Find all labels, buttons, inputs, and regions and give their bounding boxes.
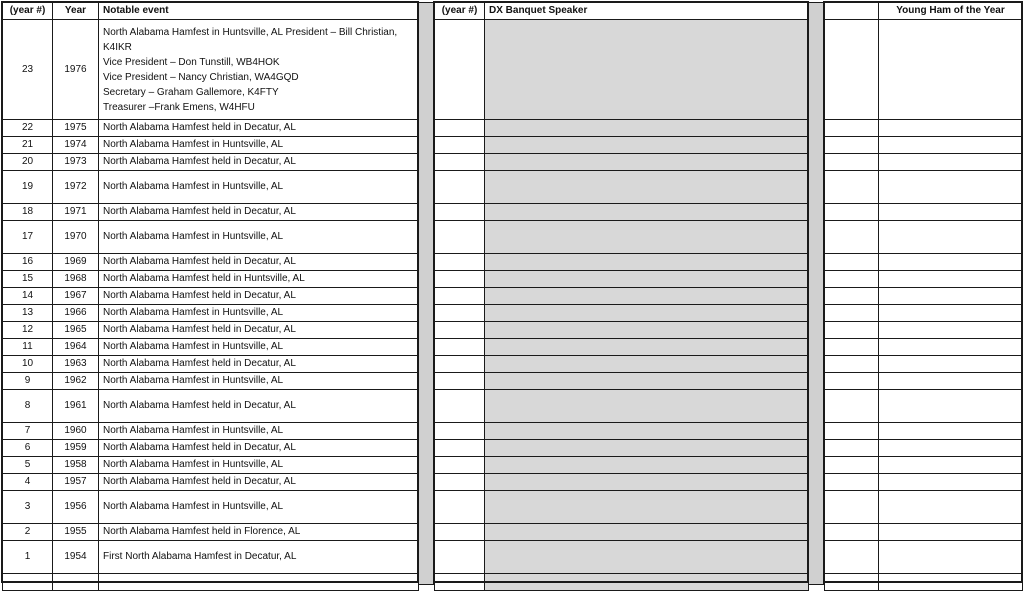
dx-year-number-cell bbox=[435, 137, 485, 154]
event-row bbox=[3, 20, 419, 120]
young-ham-name-cell bbox=[879, 322, 1023, 339]
row-year: 1955 bbox=[53, 524, 99, 541]
header-year-number: (year #) bbox=[3, 3, 53, 20]
young-ham-name-cell bbox=[879, 541, 1023, 574]
dx-year-number-cell bbox=[435, 474, 485, 491]
dx-speaker-cell bbox=[485, 254, 809, 271]
dx-speaker-cell bbox=[485, 20, 809, 120]
row-year: 1975 bbox=[53, 120, 99, 137]
young-ham-blank-cell bbox=[825, 305, 879, 322]
row-year: 1958 bbox=[53, 457, 99, 474]
dx-year-number-cell bbox=[435, 423, 485, 440]
row-year-number: 22 bbox=[3, 120, 53, 137]
young-ham-name-cell bbox=[879, 491, 1023, 524]
young-ham-row bbox=[825, 137, 1023, 154]
dx-row bbox=[435, 574, 809, 591]
row-year: 1972 bbox=[53, 171, 99, 204]
row-year: 1970 bbox=[53, 221, 99, 254]
dx-row bbox=[435, 541, 809, 574]
row-year: 1969 bbox=[53, 254, 99, 271]
row-year-number: 8 bbox=[3, 390, 53, 423]
young-ham-name-cell bbox=[879, 305, 1023, 322]
dx-year-number-cell bbox=[435, 390, 485, 423]
row-notable-event bbox=[99, 254, 419, 271]
row-notable-event bbox=[99, 491, 419, 524]
row-year: 1964 bbox=[53, 339, 99, 356]
row-year: 1973 bbox=[53, 154, 99, 171]
row-year-number: 16 bbox=[3, 254, 53, 271]
notable-event-line: North Alabama Hamfest held in Decatur, AL bbox=[103, 476, 296, 487]
row-year: 1959 bbox=[53, 440, 99, 457]
young-ham-name-cell bbox=[879, 440, 1023, 457]
dx-year-number-cell bbox=[435, 491, 485, 524]
dx-row bbox=[435, 339, 809, 356]
row-year-number: 11 bbox=[3, 339, 53, 356]
notable-event-line: North Alabama Hamfest held in Decatur, AL bbox=[103, 358, 296, 369]
young-ham-blank-cell bbox=[825, 524, 879, 541]
row-notable-event bbox=[99, 171, 419, 204]
young-ham-name-cell bbox=[879, 390, 1023, 423]
dx-row bbox=[435, 171, 809, 204]
event-row bbox=[3, 154, 419, 171]
dx-year-number-cell bbox=[435, 373, 485, 390]
young-ham-blank-cell bbox=[825, 120, 879, 137]
notable-event-line: North Alabama Hamfest held in Decatur, AL bbox=[103, 400, 296, 411]
young-ham-row bbox=[825, 491, 1023, 524]
row-notable-event bbox=[99, 154, 419, 171]
young-ham-blank-cell bbox=[825, 254, 879, 271]
young-ham-name-cell bbox=[879, 204, 1023, 221]
dx-speaker-cell bbox=[485, 440, 809, 457]
young-ham-name-cell bbox=[879, 373, 1023, 390]
dx-speaker-cell bbox=[485, 541, 809, 574]
dx-year-number-cell bbox=[435, 356, 485, 373]
row-year-number: 1 bbox=[3, 541, 53, 574]
notable-event-line: North Alabama Hamfest in Huntsville, AL bbox=[103, 341, 284, 352]
row-notable-event bbox=[99, 221, 419, 254]
dx-row bbox=[435, 322, 809, 339]
young-ham-row bbox=[825, 288, 1023, 305]
row-year: 1957 bbox=[53, 474, 99, 491]
young-ham-name-cell bbox=[879, 271, 1023, 288]
notable-event-line: North Alabama Hamfest in Huntsville, AL bbox=[103, 459, 284, 470]
dx-row bbox=[435, 120, 809, 137]
dx-row bbox=[435, 204, 809, 221]
dx-row bbox=[435, 137, 809, 154]
row-year: 1966 bbox=[53, 305, 99, 322]
young-ham-name-cell bbox=[879, 288, 1023, 305]
dx-speaker-cell bbox=[485, 288, 809, 305]
young-ham-blank-cell bbox=[825, 288, 879, 305]
dx-year-number-cell bbox=[435, 524, 485, 541]
dx-year-number-cell bbox=[435, 120, 485, 137]
young-ham-blank-cell bbox=[825, 356, 879, 373]
row-year: 1956 bbox=[53, 491, 99, 524]
event-row bbox=[3, 288, 419, 305]
young-ham-blank-cell bbox=[825, 574, 879, 591]
dx-year-number-cell bbox=[435, 171, 485, 204]
row-year: 1965 bbox=[53, 322, 99, 339]
notable-event-line: Vice President – Don Tunstill, WB4HOK bbox=[103, 56, 280, 68]
young-ham-row bbox=[825, 305, 1023, 322]
dx-row bbox=[435, 254, 809, 271]
young-ham-blank-cell bbox=[825, 390, 879, 423]
young-ham-row bbox=[825, 574, 1023, 591]
event-row bbox=[3, 440, 419, 457]
young-ham-row bbox=[825, 423, 1023, 440]
young-ham-blank-cell bbox=[825, 154, 879, 171]
young-ham-blank-cell bbox=[825, 440, 879, 457]
row-year-number: 14 bbox=[3, 288, 53, 305]
young-ham-row bbox=[825, 154, 1023, 171]
dx-speaker-cell bbox=[485, 356, 809, 373]
young-ham-name-cell bbox=[879, 20, 1023, 120]
event-row bbox=[3, 356, 419, 373]
row-year-number: 23 bbox=[3, 20, 53, 120]
dx-row bbox=[435, 474, 809, 491]
young-ham-row bbox=[825, 120, 1023, 137]
dx-row bbox=[435, 20, 809, 120]
notable-event-line: North Alabama Hamfest in Huntsville, AL President – Bill Christian, K4IKR bbox=[103, 26, 398, 53]
notable-event-line: North Alabama Hamfest held in Decatur, AL bbox=[103, 290, 296, 301]
dx-speaker-cell bbox=[485, 457, 809, 474]
events-table bbox=[2, 2, 419, 591]
young-ham-blank-cell bbox=[825, 271, 879, 288]
row-notable-event bbox=[99, 288, 419, 305]
dx-speaker-cell bbox=[485, 137, 809, 154]
dx-year-number-cell bbox=[435, 254, 485, 271]
dx-year-number-cell bbox=[435, 221, 485, 254]
notable-event-line: North Alabama Hamfest in Huntsville, AL bbox=[103, 139, 284, 150]
column-separator-1 bbox=[418, 2, 434, 585]
notable-event-line: Treasurer –Frank Emens, W4HFU bbox=[103, 101, 255, 113]
notable-event-line: North Alabama Hamfest in Huntsville, AL bbox=[103, 307, 284, 318]
row-year-number: 20 bbox=[3, 154, 53, 171]
event-row bbox=[3, 271, 419, 288]
young-ham-name-cell bbox=[879, 356, 1023, 373]
row-year-number: 5 bbox=[3, 457, 53, 474]
dx-year-number-cell bbox=[435, 305, 485, 322]
young-ham-row bbox=[825, 339, 1023, 356]
young-ham-name-cell bbox=[879, 423, 1023, 440]
row-notable-event bbox=[99, 120, 419, 137]
event-row bbox=[3, 491, 419, 524]
young-ham-row bbox=[825, 373, 1023, 390]
notable-event-line: North Alabama Hamfest in Huntsville, AL bbox=[103, 181, 284, 192]
row-year: 1976 bbox=[53, 20, 99, 120]
dx-row bbox=[435, 491, 809, 524]
young-ham-blank-cell bbox=[825, 339, 879, 356]
young-ham-name-cell bbox=[879, 171, 1023, 204]
young-ham-row bbox=[825, 524, 1023, 541]
row-year-number: 7 bbox=[3, 423, 53, 440]
row-notable-event bbox=[99, 541, 419, 574]
row-year-number bbox=[3, 574, 53, 591]
dx-header-row bbox=[435, 3, 809, 20]
young-ham-name-cell bbox=[879, 120, 1023, 137]
young-ham-blank-cell bbox=[825, 20, 879, 120]
dx-row bbox=[435, 288, 809, 305]
dx-speaker-cell bbox=[485, 474, 809, 491]
row-year-number: 4 bbox=[3, 474, 53, 491]
row-year: 1974 bbox=[53, 137, 99, 154]
notable-event-line: North Alabama Hamfest held in Decatur, AL bbox=[103, 442, 296, 453]
row-year-number: 15 bbox=[3, 271, 53, 288]
young-ham-name-cell bbox=[879, 137, 1023, 154]
events-body bbox=[3, 20, 419, 591]
row-notable-event bbox=[99, 423, 419, 440]
dx-year-number-cell bbox=[435, 440, 485, 457]
row-notable-event bbox=[99, 204, 419, 221]
dx-row bbox=[435, 221, 809, 254]
row-year: 1962 bbox=[53, 373, 99, 390]
dx-row bbox=[435, 356, 809, 373]
column-separator-2 bbox=[808, 2, 824, 585]
young-ham-blank-cell bbox=[825, 423, 879, 440]
event-row bbox=[3, 423, 419, 440]
young-ham-blank-cell bbox=[825, 474, 879, 491]
dx-row bbox=[435, 457, 809, 474]
row-year-number: 3 bbox=[3, 491, 53, 524]
events-header-row bbox=[3, 3, 419, 20]
young-ham-blank-cell bbox=[825, 541, 879, 574]
dx-year-number-cell bbox=[435, 288, 485, 305]
event-row bbox=[3, 541, 419, 574]
event-row bbox=[3, 254, 419, 271]
row-year-number: 21 bbox=[3, 137, 53, 154]
young-ham-row bbox=[825, 390, 1023, 423]
young-ham-name-cell bbox=[879, 457, 1023, 474]
young-ham-name-cell bbox=[879, 574, 1023, 591]
young-ham-row bbox=[825, 20, 1023, 120]
dx-speaker-cell bbox=[485, 423, 809, 440]
row-year-number: 18 bbox=[3, 204, 53, 221]
dx-row bbox=[435, 373, 809, 390]
header-dx-year-number: (year #) bbox=[435, 3, 485, 20]
dx-speaker-cell bbox=[485, 574, 809, 591]
young-ham-blank-cell bbox=[825, 491, 879, 524]
notable-event-line: North Alabama Hamfest in Huntsville, AL bbox=[103, 501, 284, 512]
event-row bbox=[3, 457, 419, 474]
event-row bbox=[3, 171, 419, 204]
young-ham-row bbox=[825, 356, 1023, 373]
dx-speaker-cell bbox=[485, 171, 809, 204]
row-year: 1961 bbox=[53, 390, 99, 423]
notable-event-line: North Alabama Hamfest held in Decatur, AL bbox=[103, 324, 296, 335]
notable-event-line: North Alabama Hamfest held in Decatur, AL bbox=[103, 122, 296, 133]
dx-speaker-cell bbox=[485, 271, 809, 288]
young-ham-blank-cell bbox=[825, 204, 879, 221]
row-year: 1960 bbox=[53, 423, 99, 440]
young-ham-blank-cell bbox=[825, 137, 879, 154]
event-row bbox=[3, 574, 419, 591]
dx-row bbox=[435, 440, 809, 457]
young-ham-name-cell bbox=[879, 474, 1023, 491]
dx-speaker-cell bbox=[485, 120, 809, 137]
notable-event-line: North Alabama Hamfest held in Decatur, AL bbox=[103, 256, 296, 267]
event-row bbox=[3, 137, 419, 154]
row-year-number: 12 bbox=[3, 322, 53, 339]
row-year: 1971 bbox=[53, 204, 99, 221]
dx-year-number-cell bbox=[435, 322, 485, 339]
young-ham-row bbox=[825, 221, 1023, 254]
header-dx-banquet-speaker: DX Banquet Speaker bbox=[485, 3, 809, 20]
row-notable-event bbox=[99, 524, 419, 541]
event-row bbox=[3, 390, 419, 423]
row-notable-event bbox=[99, 390, 419, 423]
dx-year-number-cell bbox=[435, 457, 485, 474]
notable-event-line: North Alabama Hamfest held in Decatur, AL bbox=[103, 206, 296, 217]
event-row bbox=[3, 322, 419, 339]
row-notable-event bbox=[99, 322, 419, 339]
young-ham-name-cell bbox=[879, 339, 1023, 356]
row-notable-event bbox=[99, 474, 419, 491]
dx-speaker-cell bbox=[485, 154, 809, 171]
row-notable-event bbox=[99, 574, 419, 591]
young-ham-body bbox=[825, 20, 1023, 591]
dx-speaker-table bbox=[434, 2, 809, 591]
event-row bbox=[3, 474, 419, 491]
dx-row bbox=[435, 271, 809, 288]
row-year-number: 19 bbox=[3, 171, 53, 204]
young-ham-row bbox=[825, 254, 1023, 271]
dx-year-number-cell bbox=[435, 204, 485, 221]
notable-event-line: North Alabama Hamfest in Huntsville, AL bbox=[103, 425, 284, 436]
row-year: 1968 bbox=[53, 271, 99, 288]
row-notable-event bbox=[99, 20, 419, 120]
dx-body bbox=[435, 20, 809, 591]
dx-row bbox=[435, 390, 809, 423]
young-ham-blank-cell bbox=[825, 373, 879, 390]
dx-speaker-cell bbox=[485, 305, 809, 322]
dx-speaker-cell bbox=[485, 524, 809, 541]
row-notable-event bbox=[99, 137, 419, 154]
row-year-number: 17 bbox=[3, 221, 53, 254]
young-ham-name-cell bbox=[879, 154, 1023, 171]
young-ham-row bbox=[825, 474, 1023, 491]
dx-year-number-cell bbox=[435, 20, 485, 120]
young-ham-row bbox=[825, 541, 1023, 574]
row-notable-event bbox=[99, 271, 419, 288]
young-ham-name-cell bbox=[879, 524, 1023, 541]
dx-row bbox=[435, 305, 809, 322]
event-row bbox=[3, 305, 419, 322]
row-year-number: 6 bbox=[3, 440, 53, 457]
notable-event-line: North Alabama Hamfest in Huntsville, AL bbox=[103, 231, 284, 242]
young-ham-row bbox=[825, 204, 1023, 221]
notable-event-line: Secretary – Graham Gallemore, K4FTY bbox=[103, 86, 279, 98]
header-young-ham-of-the-year: Young Ham of the Year bbox=[879, 3, 1023, 20]
row-notable-event bbox=[99, 457, 419, 474]
notable-event-line: North Alabama Hamfest held in Decatur, AL bbox=[103, 156, 296, 167]
young-ham-row bbox=[825, 440, 1023, 457]
event-row bbox=[3, 120, 419, 137]
young-ham-blank-cell bbox=[825, 457, 879, 474]
dx-year-number-cell bbox=[435, 154, 485, 171]
row-year-number: 2 bbox=[3, 524, 53, 541]
row-notable-event bbox=[99, 440, 419, 457]
dx-speaker-cell bbox=[485, 491, 809, 524]
row-notable-event bbox=[99, 373, 419, 390]
event-row bbox=[3, 221, 419, 254]
event-row bbox=[3, 373, 419, 390]
dx-speaker-cell bbox=[485, 373, 809, 390]
row-notable-event bbox=[99, 305, 419, 322]
header-notable-event: Notable event bbox=[99, 3, 419, 20]
header-year: Year bbox=[53, 3, 99, 20]
row-year-number: 10 bbox=[3, 356, 53, 373]
dx-speaker-cell bbox=[485, 204, 809, 221]
young-ham-name-cell bbox=[879, 254, 1023, 271]
young-ham-blank-cell bbox=[825, 322, 879, 339]
header-young-ham-blank bbox=[825, 3, 879, 20]
dx-speaker-cell bbox=[485, 322, 809, 339]
dx-year-number-cell bbox=[435, 574, 485, 591]
young-ham-blank-cell bbox=[825, 171, 879, 204]
young-ham-name-cell bbox=[879, 221, 1023, 254]
row-year-number: 9 bbox=[3, 373, 53, 390]
row-notable-event bbox=[99, 356, 419, 373]
row-notable-event bbox=[99, 339, 419, 356]
event-row bbox=[3, 339, 419, 356]
event-row bbox=[3, 524, 419, 541]
notable-event-line: North Alabama Hamfest in Huntsville, AL bbox=[103, 375, 284, 386]
notable-event-line: Vice President – Nancy Christian, WA4GQD bbox=[103, 71, 299, 83]
young-ham-row bbox=[825, 322, 1023, 339]
young-ham-row bbox=[825, 271, 1023, 288]
row-year bbox=[53, 574, 99, 591]
dx-speaker-cell bbox=[485, 339, 809, 356]
dx-speaker-cell bbox=[485, 221, 809, 254]
event-row bbox=[3, 204, 419, 221]
row-year: 1954 bbox=[53, 541, 99, 574]
dx-year-number-cell bbox=[435, 339, 485, 356]
dx-speaker-cell bbox=[485, 390, 809, 423]
notable-event-line: North Alabama Hamfest held in Florence, AL bbox=[103, 526, 301, 537]
young-ham-row bbox=[825, 457, 1023, 474]
notable-event-line: North Alabama Hamfest held in Huntsville, AL bbox=[103, 273, 305, 284]
young-ham-header-row bbox=[825, 3, 1023, 20]
young-ham-blank-cell bbox=[825, 221, 879, 254]
dx-row bbox=[435, 154, 809, 171]
row-year-number: 13 bbox=[3, 305, 53, 322]
dx-row bbox=[435, 423, 809, 440]
dx-row bbox=[435, 524, 809, 541]
young-ham-table bbox=[824, 2, 1023, 591]
notable-event-line: First North Alabama Hamfest in Decatur, AL bbox=[103, 551, 297, 562]
row-year: 1967 bbox=[53, 288, 99, 305]
dx-year-number-cell bbox=[435, 271, 485, 288]
dx-year-number-cell bbox=[435, 541, 485, 574]
young-ham-row bbox=[825, 171, 1023, 204]
row-year: 1963 bbox=[53, 356, 99, 373]
